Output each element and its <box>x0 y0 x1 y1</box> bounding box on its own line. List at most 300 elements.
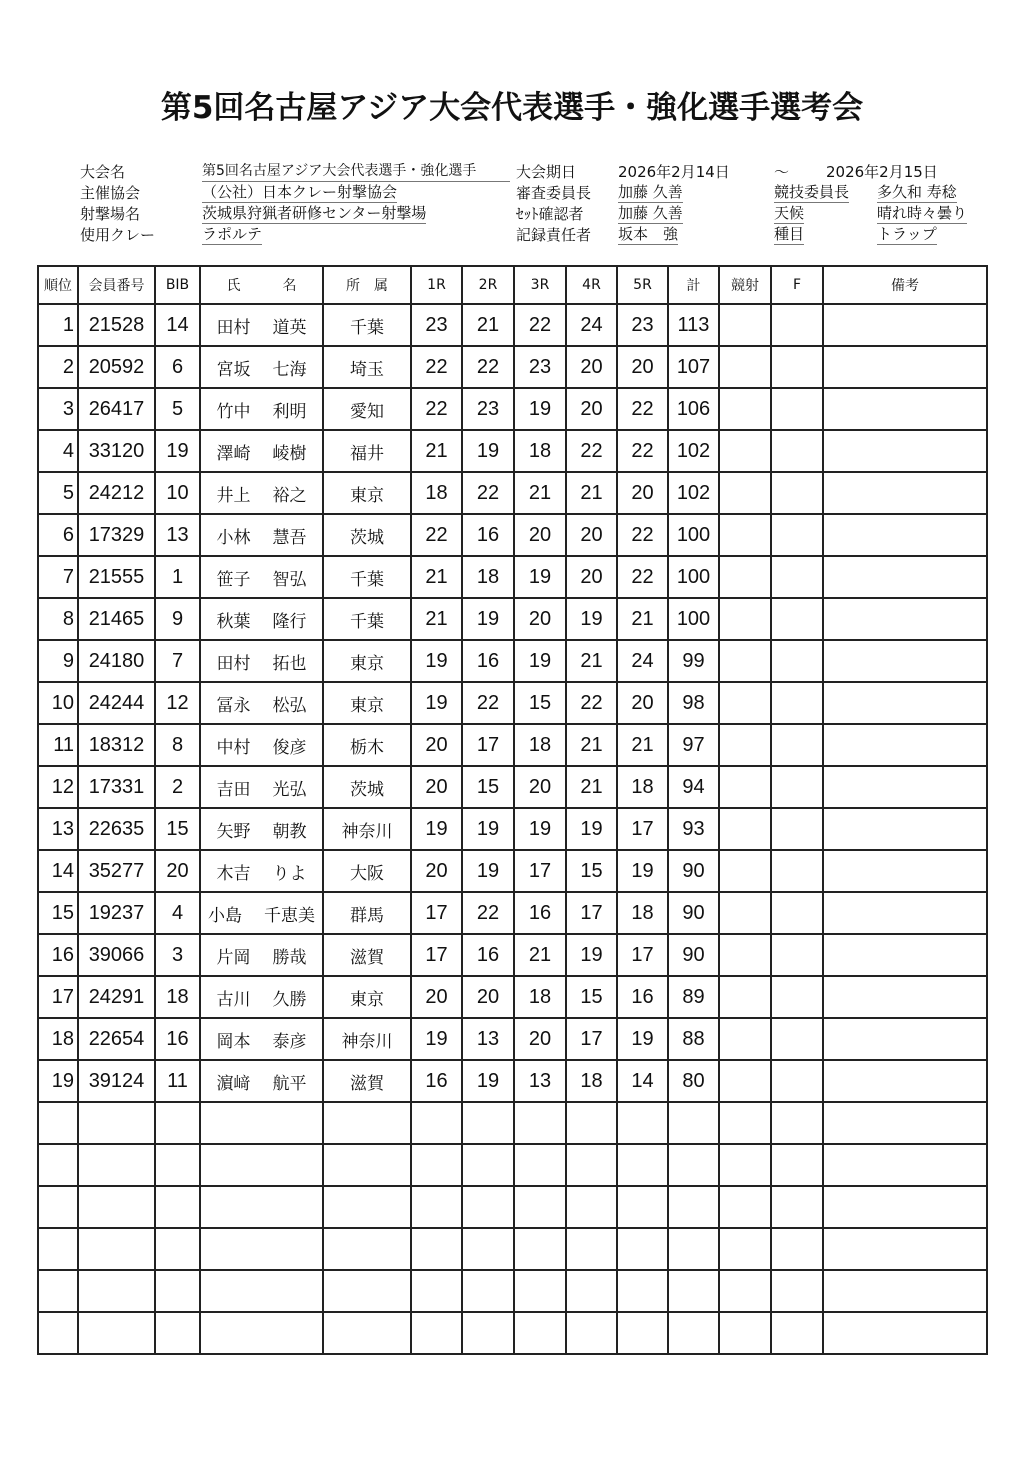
bib-cell: 16 <box>155 1018 200 1060</box>
remarks-cell <box>823 514 987 556</box>
round-5-cell: 20 <box>617 682 668 724</box>
round-1-cell: 19 <box>411 808 462 850</box>
round-1-cell: 22 <box>411 514 462 556</box>
table-row <box>38 304 987 346</box>
shootoff-cell <box>719 724 771 766</box>
affiliation-cell <box>323 1102 411 1144</box>
table-row <box>38 556 987 598</box>
rank-cell <box>38 1312 78 1354</box>
member-number-cell: 21465 <box>78 598 155 640</box>
f-cell <box>771 472 823 514</box>
round-3-cell <box>514 1186 566 1228</box>
round-2-cell: 18 <box>462 556 514 598</box>
affiliation-cell: 群馬 <box>323 892 411 934</box>
member-number-cell: 21528 <box>78 304 155 346</box>
bib-cell: 14 <box>155 304 200 346</box>
shootoff-cell <box>719 808 771 850</box>
set-check-value: 加藤 久善 <box>618 204 683 222</box>
member-number-cell: 17331 <box>78 766 155 808</box>
header-name: 氏 名 <box>200 266 323 304</box>
round-3-cell: 18 <box>514 976 566 1018</box>
empty-table-row <box>38 1270 987 1312</box>
bib-cell <box>155 1186 200 1228</box>
table-row <box>38 514 987 556</box>
member-number-cell: 24244 <box>78 682 155 724</box>
last-name: 澤崎 <box>216 443 251 464</box>
remarks-cell <box>823 976 987 1018</box>
total-cell: 100 <box>668 556 719 598</box>
first-name: 千恵美 <box>264 905 315 926</box>
header-remarks: 備考 <box>823 266 987 304</box>
first-name: 朝教 <box>272 821 307 842</box>
round-3-cell: 20 <box>514 598 566 640</box>
round-2-cell: 17 <box>462 724 514 766</box>
round-4-cell <box>566 1144 617 1186</box>
rank-cell: 16 <box>38 934 78 976</box>
name-cell <box>200 472 323 514</box>
remarks-cell <box>823 388 987 430</box>
member-number-cell: 26417 <box>78 388 155 430</box>
name-cell <box>200 1018 323 1060</box>
f-cell <box>771 388 823 430</box>
round-1-cell: 20 <box>411 976 462 1018</box>
last-name: 秋葉 <box>216 611 251 632</box>
bib-cell: 7 <box>155 640 200 682</box>
round-1-cell: 22 <box>411 346 462 388</box>
name-cell <box>200 640 323 682</box>
rank-cell: 2 <box>38 346 78 388</box>
last-name: 田村 <box>216 653 251 674</box>
total-cell <box>668 1186 719 1228</box>
round-4-cell: 21 <box>566 472 617 514</box>
round-3-cell: 16 <box>514 892 566 934</box>
empty-table-row <box>38 1186 987 1228</box>
last-name: 笹子 <box>216 569 251 590</box>
bib-cell: 4 <box>155 892 200 934</box>
total-cell <box>668 1228 719 1270</box>
bib-cell: 1 <box>155 556 200 598</box>
round-4-cell: 22 <box>566 682 617 724</box>
round-3-cell <box>514 1228 566 1270</box>
remarks-cell <box>823 1186 987 1228</box>
member-number-cell <box>78 1228 155 1270</box>
round-1-cell: 21 <box>411 430 462 472</box>
f-cell <box>771 304 823 346</box>
header-affiliation: 所 属 <box>323 266 411 304</box>
header-rank: 順位 <box>38 266 78 304</box>
affiliation-cell: 東京 <box>323 472 411 514</box>
name-cell <box>200 724 323 766</box>
date-end: 2026年2月15日 <box>826 163 938 181</box>
round-3-cell <box>514 1144 566 1186</box>
round-5-cell <box>617 1186 668 1228</box>
round-4-cell: 19 <box>566 808 617 850</box>
empty-table-row <box>38 1102 987 1144</box>
round-4-cell: 22 <box>566 430 617 472</box>
round-2-cell <box>462 1186 514 1228</box>
bib-cell: 10 <box>155 472 200 514</box>
remarks-cell <box>823 682 987 724</box>
f-cell <box>771 724 823 766</box>
shootoff-cell <box>719 682 771 724</box>
first-name: 智弘 <box>272 569 307 590</box>
round-4-cell: 21 <box>566 724 617 766</box>
affiliation-cell: 茨城 <box>323 766 411 808</box>
round-2-cell: 19 <box>462 1060 514 1102</box>
name-cell <box>200 346 323 388</box>
affiliation-cell: 栃木 <box>323 724 411 766</box>
table-row <box>38 934 987 976</box>
member-number-cell <box>78 1144 155 1186</box>
member-number-cell: 22654 <box>78 1018 155 1060</box>
results-table <box>37 265 988 1355</box>
rank-cell: 5 <box>38 472 78 514</box>
name-cell <box>200 514 323 556</box>
member-number-cell: 24212 <box>78 472 155 514</box>
round-5-cell: 19 <box>617 850 668 892</box>
round-3-cell: 21 <box>514 934 566 976</box>
name-cell <box>200 388 323 430</box>
round-3-cell: 20 <box>514 1018 566 1060</box>
table-row <box>38 682 987 724</box>
round-3-cell: 19 <box>514 556 566 598</box>
round-3-cell: 19 <box>514 640 566 682</box>
member-number-cell: 20592 <box>78 346 155 388</box>
round-5-cell: 17 <box>617 808 668 850</box>
f-cell <box>771 640 823 682</box>
total-cell: 100 <box>668 598 719 640</box>
bib-cell: 9 <box>155 598 200 640</box>
first-name: 勝哉 <box>272 947 307 968</box>
name-cell <box>200 850 323 892</box>
round-5-cell <box>617 1102 668 1144</box>
bib-cell: 20 <box>155 850 200 892</box>
round-4-cell: 20 <box>566 514 617 556</box>
set-check-label: ｾｯﾄ確認者 <box>516 205 584 223</box>
competition-chair-value: 多久和 寿稔 <box>877 183 957 201</box>
f-cell <box>771 598 823 640</box>
f-cell <box>771 1312 823 1354</box>
rank-cell: 8 <box>38 598 78 640</box>
round-5-cell: 14 <box>617 1060 668 1102</box>
round-2-cell: 21 <box>462 304 514 346</box>
last-name: 濵﨑 <box>216 1073 251 1094</box>
name-cell <box>200 1312 323 1354</box>
shootoff-cell <box>719 598 771 640</box>
shootoff-cell <box>719 892 771 934</box>
table-row <box>38 388 987 430</box>
f-cell <box>771 1270 823 1312</box>
total-cell <box>668 1312 719 1354</box>
name-cell <box>200 976 323 1018</box>
name-cell <box>200 1060 323 1102</box>
event-name-value: 第5回名古屋アジア大会代表選手・強化選手 <box>202 162 510 182</box>
table-row <box>38 766 987 808</box>
member-number-cell <box>78 1270 155 1312</box>
remarks-cell <box>823 892 987 934</box>
first-name: 七海 <box>272 359 307 380</box>
round-2-cell: 22 <box>462 682 514 724</box>
f-cell <box>771 556 823 598</box>
shootoff-cell <box>719 640 771 682</box>
round-4-cell: 21 <box>566 766 617 808</box>
rank-cell: 1 <box>38 304 78 346</box>
round-3-cell: 19 <box>514 388 566 430</box>
date-start: 2026年2月14日 <box>618 163 730 181</box>
rank-cell: 15 <box>38 892 78 934</box>
round-2-cell <box>462 1270 514 1312</box>
last-name: 矢野 <box>216 821 251 842</box>
round-3-cell: 21 <box>514 472 566 514</box>
member-number-cell: 19237 <box>78 892 155 934</box>
header-total: 計 <box>668 266 719 304</box>
total-cell: 89 <box>668 976 719 1018</box>
table-row <box>38 1060 987 1102</box>
affiliation-cell: 滋賀 <box>323 934 411 976</box>
round-5-cell: 19 <box>617 1018 668 1060</box>
bib-cell: 13 <box>155 514 200 556</box>
round-1-cell <box>411 1186 462 1228</box>
rank-cell: 9 <box>38 640 78 682</box>
rank-cell <box>38 1228 78 1270</box>
shootoff-cell <box>719 346 771 388</box>
round-5-cell: 18 <box>617 892 668 934</box>
round-4-cell: 20 <box>566 388 617 430</box>
round-3-cell: 20 <box>514 514 566 556</box>
rank-cell: 14 <box>38 850 78 892</box>
bib-cell <box>155 1312 200 1354</box>
shootoff-cell <box>719 1270 771 1312</box>
member-number-cell: 24291 <box>78 976 155 1018</box>
bib-cell: 12 <box>155 682 200 724</box>
rank-cell: 19 <box>38 1060 78 1102</box>
round-2-cell: 22 <box>462 892 514 934</box>
f-cell <box>771 766 823 808</box>
round-5-cell: 20 <box>617 472 668 514</box>
round-3-cell: 23 <box>514 346 566 388</box>
round-1-cell <box>411 1312 462 1354</box>
shootoff-cell <box>719 472 771 514</box>
rank-cell: 13 <box>38 808 78 850</box>
event-type-label: 種目 <box>774 225 805 243</box>
affiliation-cell <box>323 1312 411 1354</box>
bib-cell <box>155 1228 200 1270</box>
affiliation-cell <box>323 1270 411 1312</box>
first-name: 俊彦 <box>272 737 307 758</box>
round-5-cell <box>617 1144 668 1186</box>
round-5-cell: 22 <box>617 514 668 556</box>
affiliation-cell: 千葉 <box>323 304 411 346</box>
round-4-cell: 19 <box>566 598 617 640</box>
member-number-cell: 22635 <box>78 808 155 850</box>
table-row <box>38 724 987 766</box>
empty-table-row <box>38 1144 987 1186</box>
total-cell: 80 <box>668 1060 719 1102</box>
round-3-cell: 13 <box>514 1060 566 1102</box>
affiliation-cell: 東京 <box>323 682 411 724</box>
total-cell: 113 <box>668 304 719 346</box>
round-1-cell: 20 <box>411 724 462 766</box>
header-f: F <box>771 266 823 304</box>
name-cell <box>200 598 323 640</box>
name-cell <box>200 766 323 808</box>
bib-cell: 2 <box>155 766 200 808</box>
bib-cell: 11 <box>155 1060 200 1102</box>
name-cell <box>200 682 323 724</box>
rank-cell <box>38 1144 78 1186</box>
round-1-cell: 16 <box>411 1060 462 1102</box>
affiliation-cell: 神奈川 <box>323 1018 411 1060</box>
name-cell <box>200 430 323 472</box>
first-name: 航平 <box>272 1073 307 1094</box>
last-name: 宮坂 <box>216 359 251 380</box>
remarks-cell <box>823 598 987 640</box>
last-name: 竹中 <box>216 401 251 422</box>
shootoff-cell <box>719 556 771 598</box>
round-5-cell: 24 <box>617 640 668 682</box>
first-name: 久勝 <box>272 989 307 1010</box>
round-1-cell: 23 <box>411 304 462 346</box>
total-cell: 97 <box>668 724 719 766</box>
table-row <box>38 850 987 892</box>
total-cell: 100 <box>668 514 719 556</box>
weather-value: 晴れ時々曇り <box>877 204 968 222</box>
round-1-cell: 19 <box>411 682 462 724</box>
name-cell <box>200 1270 323 1312</box>
round-2-cell <box>462 1144 514 1186</box>
total-cell: 102 <box>668 472 719 514</box>
member-number-cell: 17329 <box>78 514 155 556</box>
remarks-cell <box>823 556 987 598</box>
round-3-cell <box>514 1312 566 1354</box>
round-4-cell: 17 <box>566 892 617 934</box>
f-cell <box>771 1018 823 1060</box>
remarks-cell <box>823 1228 987 1270</box>
event-name-label: 大会名 <box>80 163 126 181</box>
affiliation-cell: 東京 <box>323 640 411 682</box>
round-5-cell: 23 <box>617 304 668 346</box>
shootoff-cell <box>719 1144 771 1186</box>
range-label: 射撃場名 <box>80 205 141 223</box>
rank-cell: 10 <box>38 682 78 724</box>
round-1-cell: 22 <box>411 388 462 430</box>
weather-label: 天候 <box>774 204 805 222</box>
record-label: 記録責任者 <box>516 226 592 244</box>
round-1-cell <box>411 1102 462 1144</box>
member-number-cell: 35277 <box>78 850 155 892</box>
round-1-cell: 19 <box>411 640 462 682</box>
affiliation-cell: 茨城 <box>323 514 411 556</box>
remarks-cell <box>823 1018 987 1060</box>
period-label: 大会期日 <box>516 163 577 181</box>
competition-chair-label: 競技委員長 <box>774 183 850 201</box>
round-4-cell: 19 <box>566 934 617 976</box>
clay-value: ラポルテ <box>202 225 263 243</box>
shootoff-cell <box>719 976 771 1018</box>
remarks-cell <box>823 1312 987 1354</box>
round-1-cell: 20 <box>411 850 462 892</box>
event-info <box>0 162 1024 252</box>
jury-value: 加藤 久善 <box>618 183 683 201</box>
range-value: 茨城県狩猟者研修センター射撃場 <box>202 204 427 222</box>
round-2-cell: 19 <box>462 430 514 472</box>
remarks-cell <box>823 1060 987 1102</box>
date-separator: ～ <box>774 163 790 181</box>
name-cell <box>200 556 323 598</box>
round-3-cell: 18 <box>514 724 566 766</box>
last-name: 古川 <box>216 989 251 1010</box>
total-cell: 107 <box>668 346 719 388</box>
round-2-cell: 16 <box>462 934 514 976</box>
total-cell <box>668 1144 719 1186</box>
member-number-cell <box>78 1102 155 1144</box>
f-cell <box>771 346 823 388</box>
first-name: 崚樹 <box>272 443 307 464</box>
last-name: 田村 <box>216 317 251 338</box>
round-2-cell: 20 <box>462 976 514 1018</box>
table-row <box>38 976 987 1018</box>
f-cell <box>771 1060 823 1102</box>
affiliation-cell <box>323 1228 411 1270</box>
round-5-cell: 22 <box>617 556 668 598</box>
round-4-cell: 17 <box>566 1018 617 1060</box>
name-cell <box>200 808 323 850</box>
table-row <box>38 640 987 682</box>
affiliation-cell <box>323 1144 411 1186</box>
header-round-2: 2R <box>462 266 514 304</box>
shootoff-cell <box>719 304 771 346</box>
affiliation-cell: 滋賀 <box>323 1060 411 1102</box>
round-2-cell: 22 <box>462 346 514 388</box>
header-bib: BIB <box>155 266 200 304</box>
name-cell <box>200 1228 323 1270</box>
member-number-cell: 18312 <box>78 724 155 766</box>
shootoff-cell <box>719 1186 771 1228</box>
round-1-cell <box>411 1144 462 1186</box>
member-number-cell: 24180 <box>78 640 155 682</box>
round-2-cell: 19 <box>462 808 514 850</box>
round-4-cell <box>566 1270 617 1312</box>
first-name: 泰彦 <box>272 1031 307 1052</box>
name-cell <box>200 1186 323 1228</box>
header-member-number: 会員番号 <box>78 266 155 304</box>
remarks-cell <box>823 1102 987 1144</box>
round-5-cell: 17 <box>617 934 668 976</box>
name-cell <box>200 304 323 346</box>
round-4-cell <box>566 1102 617 1144</box>
table-row <box>38 808 987 850</box>
remarks-cell <box>823 640 987 682</box>
round-1-cell: 21 <box>411 556 462 598</box>
shootoff-cell <box>719 1018 771 1060</box>
total-cell: 93 <box>668 808 719 850</box>
round-2-cell: 19 <box>462 598 514 640</box>
clay-label: 使用クレー <box>80 226 156 244</box>
name-cell <box>200 1102 323 1144</box>
remarks-cell <box>823 808 987 850</box>
shootoff-cell <box>719 1312 771 1354</box>
affiliation-cell: 大阪 <box>323 850 411 892</box>
table-header-row <box>38 266 987 304</box>
rank-cell: 3 <box>38 388 78 430</box>
bib-cell: 19 <box>155 430 200 472</box>
bib-cell: 18 <box>155 976 200 1018</box>
round-5-cell <box>617 1312 668 1354</box>
shootoff-cell <box>719 514 771 556</box>
rank-cell <box>38 1186 78 1228</box>
table-row <box>38 346 987 388</box>
rank-cell: 6 <box>38 514 78 556</box>
